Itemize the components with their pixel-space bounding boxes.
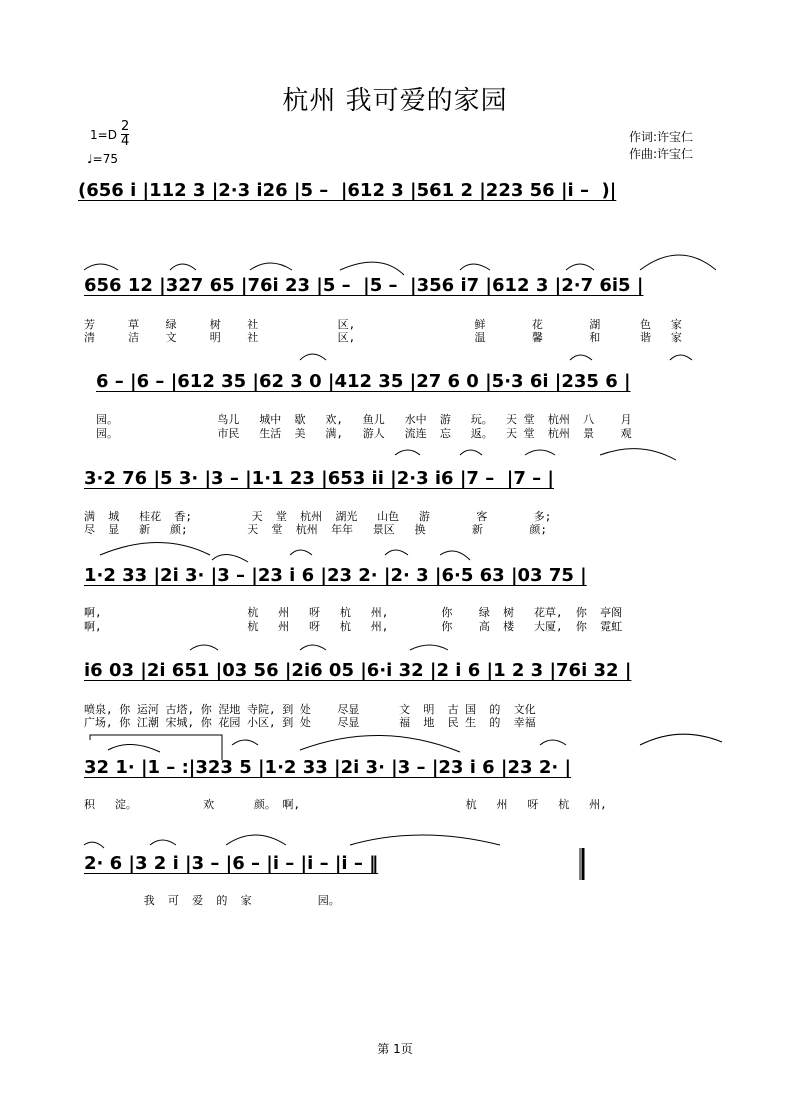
notation-row-4: 3·2 76 |5 3· |3 – |1·1 23 |653 ii |2·3 i6 |7 – |7 – |: [84, 468, 554, 489]
time-signature-bottom: 4: [121, 134, 130, 149]
quarter-note-icon: ♩: [87, 152, 93, 166]
notation-row-6: i6 03 |2i 651 |03 56 |2i6 05 |6·i 32 |2 i 6 |1 2 3 |76i 32 |: [84, 660, 632, 681]
lyric-row-3-verse-2: 园。 市民 生活 美 满, 游人 流连 忘 返。 天 堂 杭州 景 观: [96, 427, 632, 440]
notation-row-7: 32 1· |1 – :|323 5 |1·2 33 |2i 3· |3 – |23 i 6 |23 2· |: [84, 757, 572, 778]
lyric-row-6-verse-2: 广场, 你 江潮 宋城, 你 花园 小区, 到 处 尽显 福 地 民 生 的 幸福: [84, 716, 536, 729]
lyricist: 作词:许宝仁: [629, 130, 694, 144]
lyric-row-5-verse-1: 啊, 杭 州 呀 杭 州, 你 绿 树 花草, 你 亭阁: [84, 606, 623, 619]
notation-row-8: 2· 6 |3 2 i |3 – |6 – |i – |i – |i – ‖: [84, 853, 379, 874]
lyric-row-7-verse-1: 积 淀。 欢 颜。 啊, 杭 州 呀 杭 州,: [84, 798, 607, 811]
page-number: 第 1页: [377, 1042, 413, 1056]
notation-row-3: 6 – |6 – |612 35 |62 3 0 |412 35 |27 6 0 |5·3 6i |235 6 |: [96, 371, 631, 392]
lyric-row-2-verse-1: 芳 草 绿 树 社 区, 鲜 花 湖 色 家: [84, 318, 682, 331]
lyric-row-3-verse-1: 园。 鸟儿 城中 歇 欢, 鱼儿 水中 游 玩。 天 堂 杭州 八 月: [96, 413, 632, 426]
song-title: 杭州 我可爱的家园: [282, 86, 508, 116]
notation-row-2: 656 12 |327 65 |76i 23 |5 – |5 – |356 i7 |612 3 |2·7 6i5 |: [84, 275, 644, 296]
lyric-row-2-verse-2: 清 洁 文 明 社 区, 温 馨 和 谐 家: [84, 331, 682, 344]
lyric-row-5-verse-2: 啊, 杭 州 呀 杭 州, 你 高 楼 大厦, 你 霓虹: [84, 620, 623, 633]
composer: 作曲:许宝仁: [629, 147, 694, 161]
notation-row-1: (656 i |112 3 |2·3 i26 |5 – |612 3 |561 2 |223 56 |i – )|: [78, 180, 617, 201]
lyric-row-8-verse-1: 我 可 爱 的 家 园。: [84, 894, 340, 907]
time-signature-top: 2: [121, 119, 130, 134]
lyric-row-6-verse-1: 喷泉, 你 运河 古塔, 你 涅地 寺院, 到 处 尽显 文 明 古 国 的 文化: [84, 703, 536, 716]
key-signature: 1=D: [90, 128, 117, 142]
lyric-row-4-verse-2: 尽 显 新 颜; 天 堂 杭州 年年 景区 换 新 颜;: [84, 523, 548, 536]
tempo-marking: ♩=75: [87, 152, 118, 166]
lyric-row-4-verse-1: 满 城 桂花 香; 天 堂 杭州 湖光 山色 游 客 多;: [84, 510, 552, 523]
slur: [84, 264, 118, 270]
notation-row-5: 1·2 33 |2i 3· |3 – |23 i 6 |23 2· |2· 3 |6·5 63 |03 75 |: [84, 565, 587, 586]
